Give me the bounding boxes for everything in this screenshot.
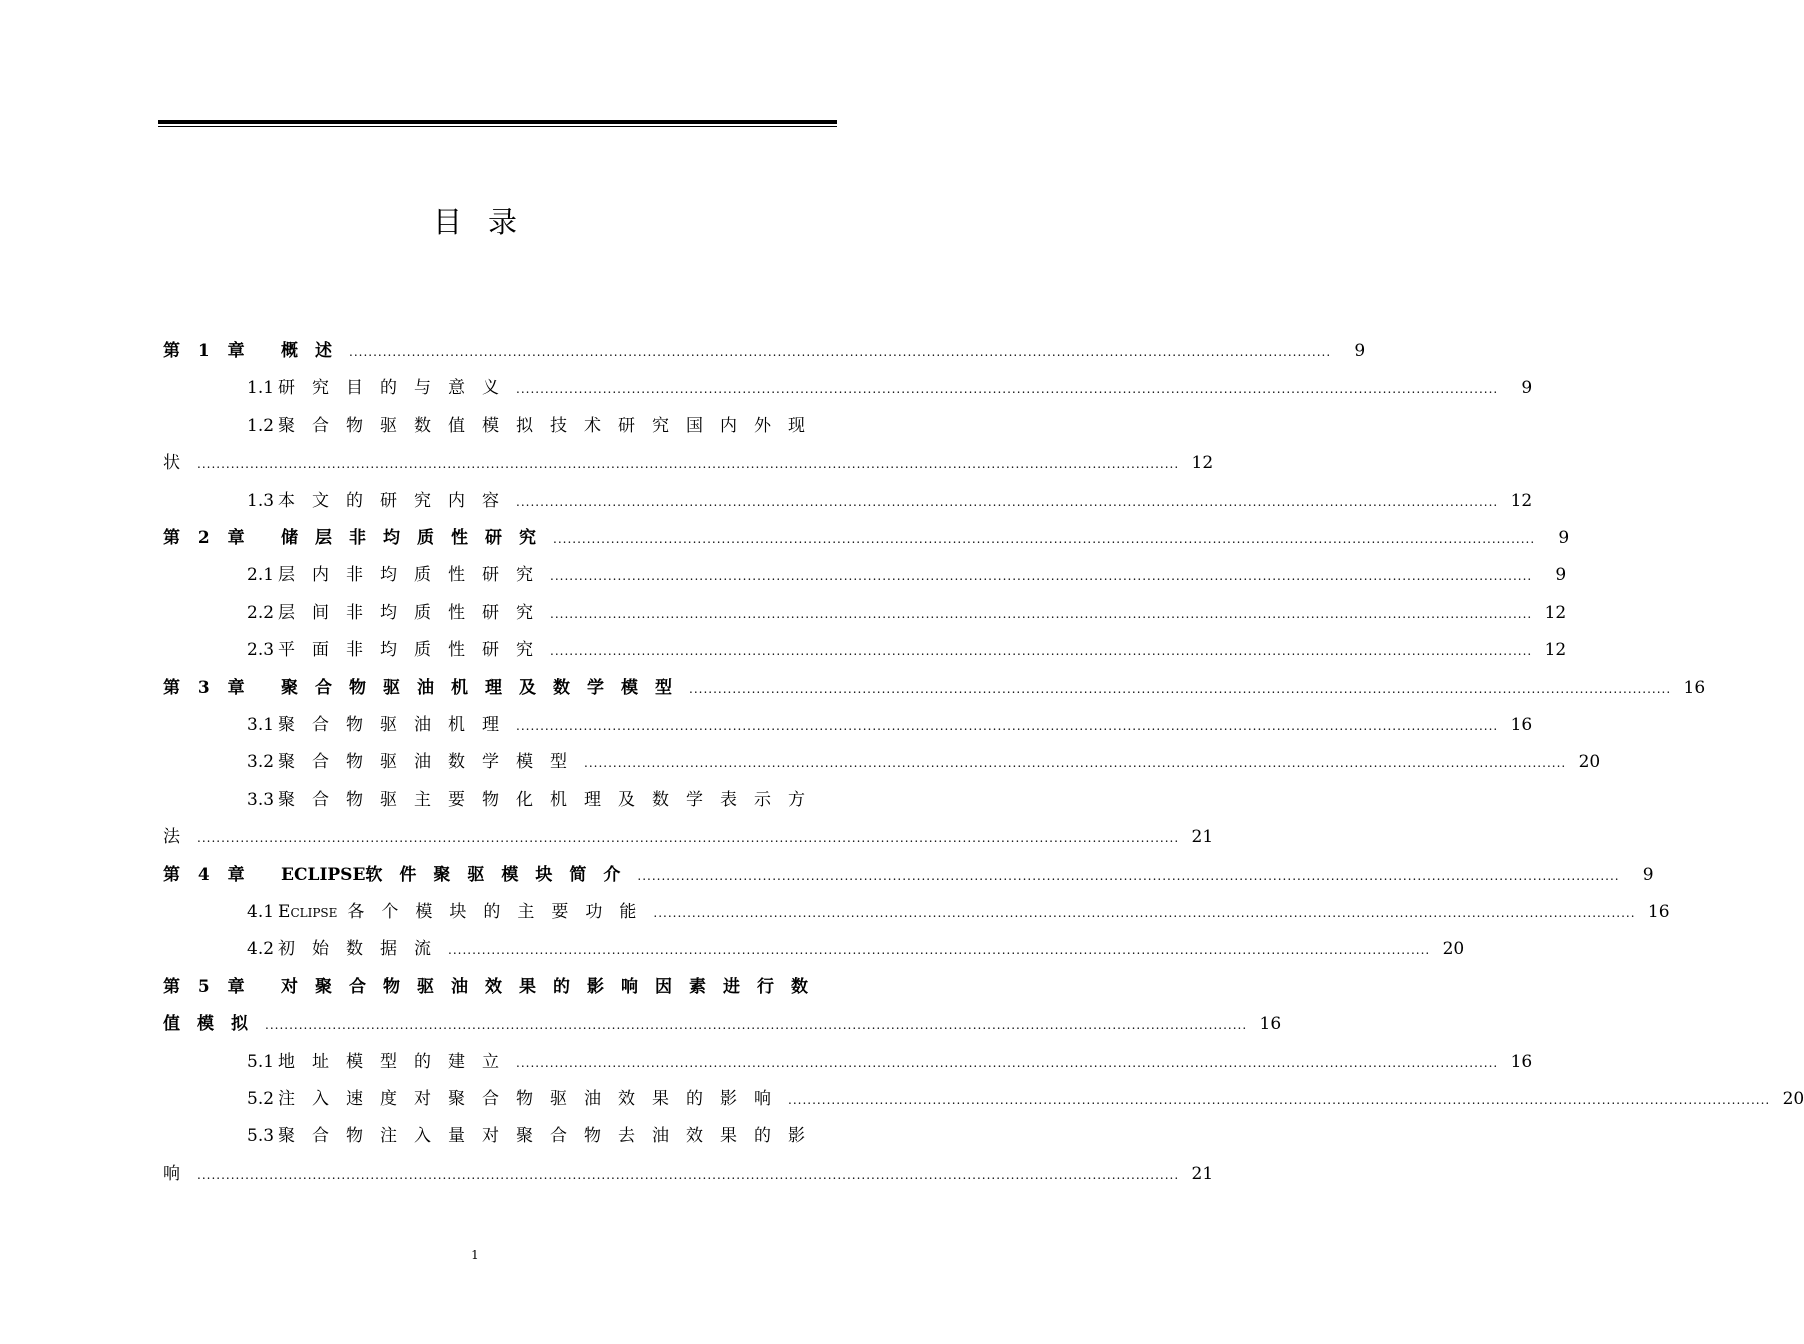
section-prefix: Eclipse: [278, 902, 338, 922]
dot-leader: ............................................................................................................................................................................................................: [516, 719, 1499, 733]
header-rule-thick: [158, 120, 837, 124]
toc-page-number: 20: [1578, 752, 1601, 773]
chapter-label: 第 1 章: [163, 341, 251, 361]
dot-leader: ............................................................................................................................................................................................................: [550, 569, 1533, 584]
toc-entry-text: 平面非均质性研究: [278, 640, 551, 661]
chapter-label: 第 4 章: [163, 864, 251, 885]
toc-page-number: 16: [1683, 677, 1706, 698]
dot-leader: ............................................................................................................................................................................................................: [516, 1055, 1499, 1070]
section-number: 2.3: [247, 640, 275, 661]
toc-entry: [281, 975, 826, 999]
toc-entry-continuation: 响: [163, 1163, 197, 1184]
page-number: 1: [471, 1248, 479, 1262]
toc-entry: [247, 638, 1567, 662]
toc-entry: [247, 1087, 1804, 1111]
section-number: 1.1: [247, 378, 275, 399]
section-number: 5.1: [247, 1051, 275, 1072]
toc-entry: [163, 1162, 1214, 1186]
dot-leader: ............................................................................................................................................................................................................: [637, 868, 1620, 883]
toc-entry: [247, 900, 1670, 924]
toc-entry: [281, 863, 1654, 887]
header-rule-thin: [158, 126, 837, 127]
toc-page-number: 9: [1558, 528, 1570, 548]
toc-entry: [247, 563, 1567, 587]
toc-entry: [281, 339, 1366, 363]
dot-leader: ............................................................................................................................................................................................................: [197, 831, 1180, 846]
toc-page-number: 16: [1510, 1051, 1533, 1072]
toc-entry: [247, 750, 1601, 774]
section-number: 5.2: [247, 1089, 275, 1109]
toc-page-number: 21: [1191, 827, 1214, 848]
toc-entry-continuation: 法: [163, 827, 197, 848]
section-number: 3.2: [247, 752, 275, 773]
toc-entry-text: 聚合物驱数值模拟技术研究国内外现: [278, 415, 823, 436]
chapter-label: 第 2 章: [163, 528, 251, 548]
section-number: 3.3: [247, 789, 275, 810]
toc-entry: [247, 601, 1567, 625]
dot-leader: ............................................................................................................................................................................................................: [516, 494, 1499, 509]
toc-entry-text: 聚合物驱主要物化机理及数学表示方: [278, 789, 823, 810]
toc-entry: [247, 414, 826, 438]
section-number: 5.3: [247, 1126, 275, 1147]
toc-entry-text: 注入速度对聚合物驱油效果的影响: [278, 1089, 789, 1109]
toc-entry-text: 软件聚驱模块简介: [365, 864, 638, 885]
toc-page-number: 9: [1354, 341, 1366, 361]
section-number: 2.2: [247, 602, 275, 623]
section-number: 4.2: [247, 939, 275, 960]
dot-leader: ............................................................................................................................................................................................................: [516, 382, 1499, 397]
dot-leader: ............................................................................................................................................................................................................: [349, 345, 1332, 359]
toc-entry: [247, 713, 1533, 737]
toc-entry-text: 概述: [281, 341, 349, 361]
toc-entry: [247, 489, 1533, 513]
toc-entry: [163, 1012, 1282, 1036]
toc-entry: [247, 937, 1465, 961]
dot-leader: ............................................................................................................................................................................................................: [689, 681, 1672, 696]
section-number: 1.3: [247, 490, 275, 511]
section-number: 3.1: [247, 715, 275, 735]
dot-leader: ............................................................................................................................................................................................................: [653, 906, 1636, 920]
chapter-label: 第 3 章: [163, 677, 251, 698]
toc-entry-text: 各个模块的主要功能: [347, 902, 654, 922]
toc-entry: [163, 825, 1214, 849]
toc-entry-text: 对聚合物驱油效果的影响因素进行数: [281, 976, 825, 997]
toc-entry-text: 层内非均质性研究: [278, 565, 551, 586]
toc-entry-continuation: 值模拟: [163, 1014, 265, 1035]
chapter-prefix: ECLIPSE: [281, 864, 366, 885]
dot-leader: ............................................................................................................................................................................................................: [265, 1018, 1248, 1033]
toc-page-number: 21: [1191, 1163, 1214, 1184]
dot-leader: ............................................................................................................................................................................................................: [448, 943, 1431, 958]
dot-leader: ............................................................................................................................................................................................................: [197, 1167, 1180, 1182]
dot-leader: ............................................................................................................................................................................................................: [788, 1093, 1771, 1107]
dot-leader: ............................................................................................................................................................................................................: [553, 532, 1536, 546]
toc-entry-text: 聚合物驱油机理: [278, 715, 517, 735]
toc-page-number: 16: [1510, 715, 1533, 735]
dot-leader: ............................................................................................................................................................................................................: [197, 457, 1180, 472]
toc-page-number: 16: [1647, 902, 1670, 922]
section-number: 2.1: [247, 565, 275, 586]
section-number: 4.1: [247, 902, 275, 922]
toc-entry: [281, 526, 1570, 550]
toc-page-number: 9: [1642, 864, 1654, 885]
toc-page-number: 12: [1191, 453, 1214, 474]
toc-entry-text: 初始数据流: [278, 939, 449, 960]
toc-page-number: 12: [1544, 640, 1567, 661]
toc-entry-text: 聚合物注入量对聚合物去油效果的影: [278, 1126, 823, 1147]
toc-entry-text: 聚合物驱油数学模型: [278, 752, 585, 773]
toc-entry: [247, 1124, 826, 1148]
toc-page-number: 20: [1782, 1089, 1804, 1109]
toc-page-number: 12: [1510, 490, 1533, 511]
section-number: 1.2: [247, 415, 275, 436]
chapter-label: 第 5 章: [163, 976, 251, 997]
toc-entry: [281, 676, 1706, 700]
toc-entry-text: 地址模型的建立: [278, 1051, 517, 1072]
toc-page-number: 20: [1442, 939, 1465, 960]
dot-leader: ............................................................................................................................................................................................................: [584, 756, 1567, 771]
toc-title: 目录: [432, 205, 543, 239]
toc-entry: [247, 788, 826, 812]
toc-entry-continuation: 状: [163, 453, 197, 474]
toc-entry: [247, 1050, 1533, 1074]
toc-page-number: 12: [1544, 602, 1567, 623]
toc-page-number: 9: [1555, 565, 1567, 586]
toc-entry-text: 储层非均质性研究: [281, 528, 553, 548]
toc-entry: [163, 451, 1214, 475]
toc-entry: [247, 376, 1533, 400]
toc-entry-text: 层间非均质性研究: [278, 602, 551, 623]
toc-page-number: 16: [1259, 1014, 1282, 1035]
toc-entry-text: 聚合物驱油机理及数学模型: [281, 677, 689, 698]
dot-leader: ............................................................................................................................................................................................................: [550, 606, 1533, 621]
dot-leader: ............................................................................................................................................................................................................: [550, 644, 1533, 659]
toc-entry-text: 研究目的与意义: [278, 378, 517, 399]
toc-page-number: 9: [1521, 378, 1533, 399]
toc-entry-text: 本文的研究内容: [278, 490, 517, 511]
